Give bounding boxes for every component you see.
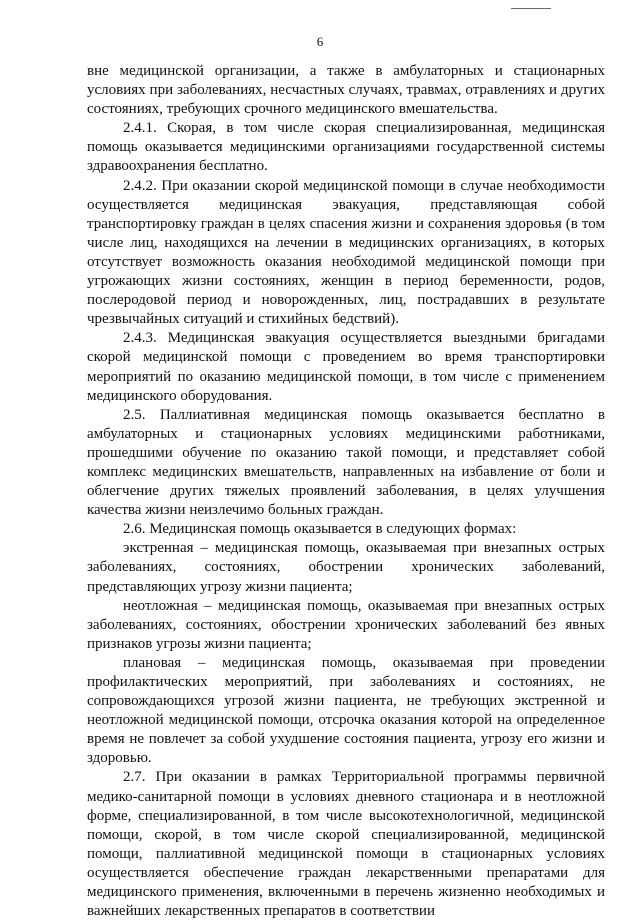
paragraph: неотложная – медицинская помощь, оказываемая при внезапных острых заболеваниях, состояниях, обострении хронических заболеваний без явных признаков угрозы жизни пациента;: [87, 597, 605, 652]
paragraph: плановая – медицинская помощь, оказываемая при проведении профилактических мероприятий, при заболеваниях и состояниях, не сопровождающихся угрозой жизни пациента, не требующих экстренной и неотложной медицинской помощи, отсрочка оказания которой на определенное время не повлечет за собой ухудшение состояния пациента, угрозу его жизни и здоровью.: [87, 654, 605, 767]
paragraph: 2.5. Паллиативная медицинская помощь оказывается бесплатно в амбулаторных и стационарных условиях медицинскими работниками, прошедшими обучение по оказанию такой помощи, и представляет собой комплекс медицинских вмешательств, направленных на избавление от боли и облегчение других тяжелых проявлений заболевания, в целях улучшения качества жизни неизлечимо больных граждан.: [87, 406, 605, 519]
paragraph: экстренная – медицинская помощь, оказываемая при внезапных острых заболеваниях, состояниях, обострении хронических заболеваний, представляющих угрозу жизни пациента;: [87, 540, 605, 595]
paragraph: 2.7. При оказании в рамках Территориальной программы первичной медико-санитарной помощи в условиях дневного стационара и в неотложной форме, специализированной, в том числе высокотехнологичной, медицинской помощи, скорой, в том числе скорой специализированной, медицинской помощи, паллиативной медицинской помощи в стационарных условиях осуществляется обеспечение граждан лекарственными препаратами для медицинского применения, включенными в перечень жизненно необходимых и важнейших лекарственных препаратов в соответствии: [87, 769, 605, 920]
paragraph: 2.4.1. Скорая, в том числе скорая специализированная, медицинская помощь оказывается медицинскими организациями государственной системы здравоохранения бесплатно.: [87, 120, 605, 175]
document-body: [87, 62, 605, 921]
paragraph: вне медицинской организации, а также в амбулаторных и стационарных условиях при заболеваниях, несчастных случаях, травмах, отравлениях и других состояниях, требующих срочного медицинского вмешательства.: [87, 63, 605, 118]
paragraph: 2.4.3. Медицинская эвакуация осуществляется выездными бригадами скорой медицинской помощи с проведением во время транспортировки мероприятий по оказанию медицинской помощи, в том числе с применением медицинского оборудования.: [87, 330, 605, 404]
paragraph: 2.6. Медицинская помощь оказывается в следующих формах:: [123, 521, 517, 538]
corner-mark: [511, 8, 551, 11]
paragraph: 2.4.2. При оказании скорой медицинской помощи в случае необходимости осуществляется медицинская эвакуация, представляющая собой транспортировку граждан в целях спасения жизни и сохранения здоровья (в том числе лиц, находящихся на лечении в медицинских организациях, в которых отсутствует возможность оказания необходимой медицинской помощи при угрожающих жизни состояниях, женщин в период беременности, родов, послеродовой период и новорожденных, лиц, пострадавших в результате чрезвычайных ситуаций и стихийных бедствий).: [87, 177, 605, 328]
page-number: 6: [316, 34, 324, 49]
